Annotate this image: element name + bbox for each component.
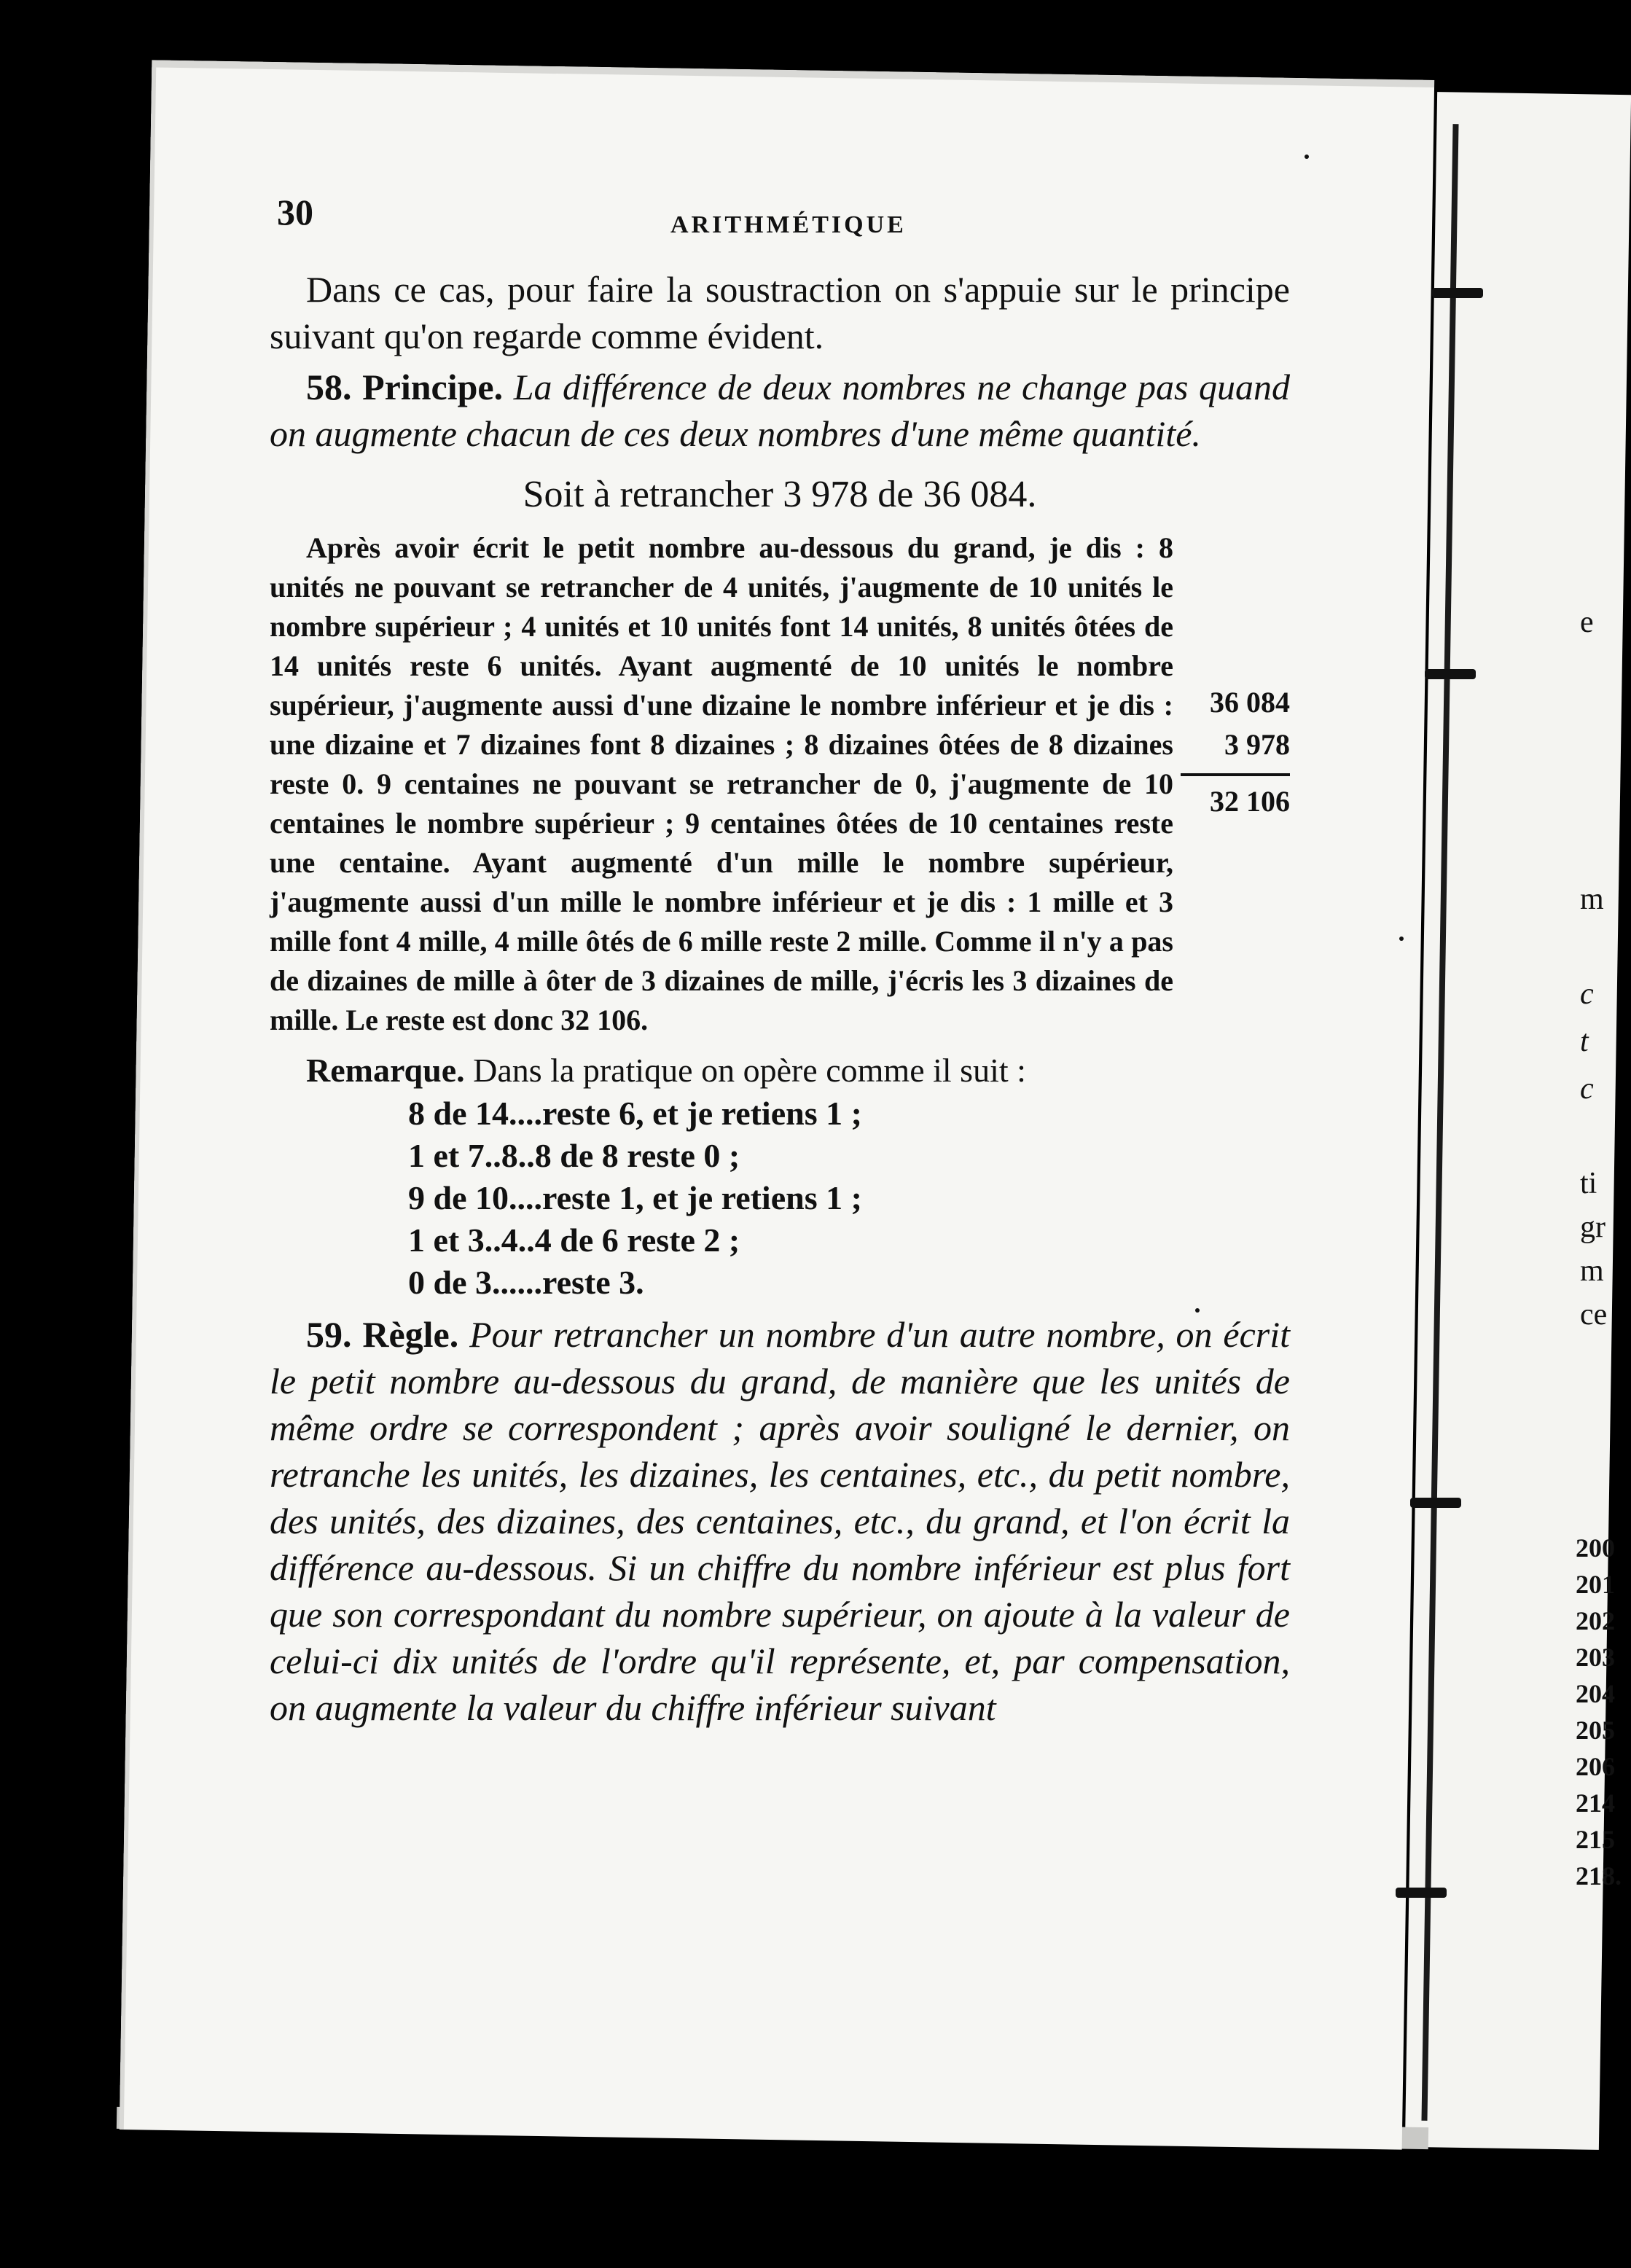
page-content <box>270 266 1290 1731</box>
facing-index-number: 214 <box>1576 1788 1615 1818</box>
principle-title: Principe. <box>362 367 504 407</box>
remark-paragraph <box>270 1049 1290 1092</box>
binding-stitch <box>1425 669 1476 679</box>
speck <box>1305 155 1309 159</box>
minuend: 36 084 <box>1210 686 1290 719</box>
sum-rule <box>1181 773 1290 776</box>
facing-index-number: 205 <box>1576 1716 1615 1745</box>
facing-fragment: c <box>1580 977 1594 1011</box>
principle-number: 58. <box>306 367 352 407</box>
remark-step: 8 de 14....reste 6, et je retiens 1 ; <box>408 1095 862 1132</box>
facing-fragment: m <box>1580 883 1604 916</box>
worked-example <box>270 528 1290 1040</box>
facing-fragment: ce <box>1580 1298 1608 1332</box>
binding-stitch <box>1432 288 1483 298</box>
facing-index-number: 204 <box>1576 1679 1615 1708</box>
facing-fragment: c <box>1580 1072 1594 1106</box>
rule-text: Pour retrancher un nombre d'un autre nombre, on écrit le petit nombre au-dessous du grand, de manière que les unités de même ordre se correspondent ; après avoir souligné le dernier, on retranche les unités, les dizaines, les centaines, etc., du petit nombre, des unités, des dizaines, des centaines, etc., du grand, et l'on écrit la différence au-dessous. Si un chiffre du nombre inférieur est plus fort que son correspondant du nombre supérieur, on ajoute à la valeur de celui-ci dix unités de l'ordre qu'il représente, et, par compensation, on augmente la valeur du chiffre inférieur suivant <box>270 1314 1291 1728</box>
speck <box>1399 936 1404 941</box>
principle-paragraph <box>270 364 1290 457</box>
rule-title: Règle. <box>362 1314 459 1355</box>
facing-index-number: 215 <box>1576 1825 1615 1854</box>
example-title: Soit à retrancher 3 978 de 36 084. <box>523 474 1037 515</box>
facing-fragment: gr <box>1580 1211 1605 1244</box>
binding-stitch <box>1396 1888 1447 1898</box>
principle-text: La différence de deux nombres ne change pas quand on augmente chacun de ces deux nombres d'une même quantité. <box>270 367 1291 454</box>
facing-index-number: 218. <box>1576 1861 1622 1890</box>
subtraction-calculation <box>1181 681 1290 823</box>
facing-index-number: 201 <box>1576 1570 1615 1599</box>
facing-index-number: 200 <box>1576 1533 1615 1563</box>
running-head: ARITHMÉTIQUE <box>670 211 907 238</box>
facing-fragment: e <box>1580 606 1594 639</box>
remark-step: 1 et 3..4..4 de 6 reste 2 ; <box>408 1221 740 1259</box>
facing-fragment: t <box>1580 1025 1589 1058</box>
rule-paragraph <box>270 1311 1290 1731</box>
difference: 32 106 <box>1210 785 1290 818</box>
rule-number: 59. <box>306 1314 352 1355</box>
intro-paragraph: Dans ce cas, pour faire la soustraction on s'appuie sur le principe suivant qu'on regarde comme évident. <box>270 269 1290 356</box>
explanation-paragraph: Après avoir écrit le petit nombre au-dessous du grand, je dis : 8 unités ne pouvant se retrancher de 4 unités, j'augmente de 10 unités le nombre supérieur ; 4 unités et 10 unités font 14 unités, 8 unités ôtées de 14 unités reste 6 unités. Ayant augmenté de 10 unités le nombre supérieur, j'augmente aussi d'une dizaine le nombre inférieur et je dis : une dizaine et 7 dizaines font 8 dizaines ; 8 dizaines ôtées de 8 dizaines reste 0. 9 centaines ne pouvant se retrancher de 0, j'augmente de 10 centaines le nombre supérieur ; 9 centaines ôtées de 10 centaines reste une centaine. Ayant augmenté d'un mille le nombre supérieur, j'augmente aussi d'un mille le nombre inférieur et je dis : 1 mille et 3 mille font 4 mille, 4 mille ôtés de 6 mille reste 2 mille. Comme il n'y a pas de dizaines de mille à ôter de 3 dizaines de mille, j'écris les 3 dizaines de mille. Le reste est donc 32 106. <box>270 531 1173 1036</box>
remark-steps <box>408 1092 1290 1304</box>
facing-fragment: m <box>1580 1254 1604 1288</box>
remark-text: Dans la pratique on opère comme il suit : <box>473 1052 1026 1089</box>
binding-stitch <box>1410 1498 1461 1508</box>
remark-step: 1 et 7..8..8 de 8 reste 0 ; <box>408 1137 740 1174</box>
remark-step: 9 de 10....reste 1, et je retiens 1 ; <box>408 1179 862 1216</box>
subtrahend: 3 978 <box>1224 728 1290 761</box>
facing-index-number: 202 <box>1576 1606 1615 1635</box>
facing-index-number: 206 <box>1576 1752 1615 1781</box>
remark-label: Remarque. <box>306 1052 465 1089</box>
facing-fragment: ti <box>1580 1167 1597 1200</box>
speck <box>1195 1308 1200 1313</box>
remark-step: 0 de 3......reste 3. <box>408 1264 644 1301</box>
facing-index-number: 203 <box>1576 1643 1615 1672</box>
page-number: 30 <box>277 192 313 232</box>
